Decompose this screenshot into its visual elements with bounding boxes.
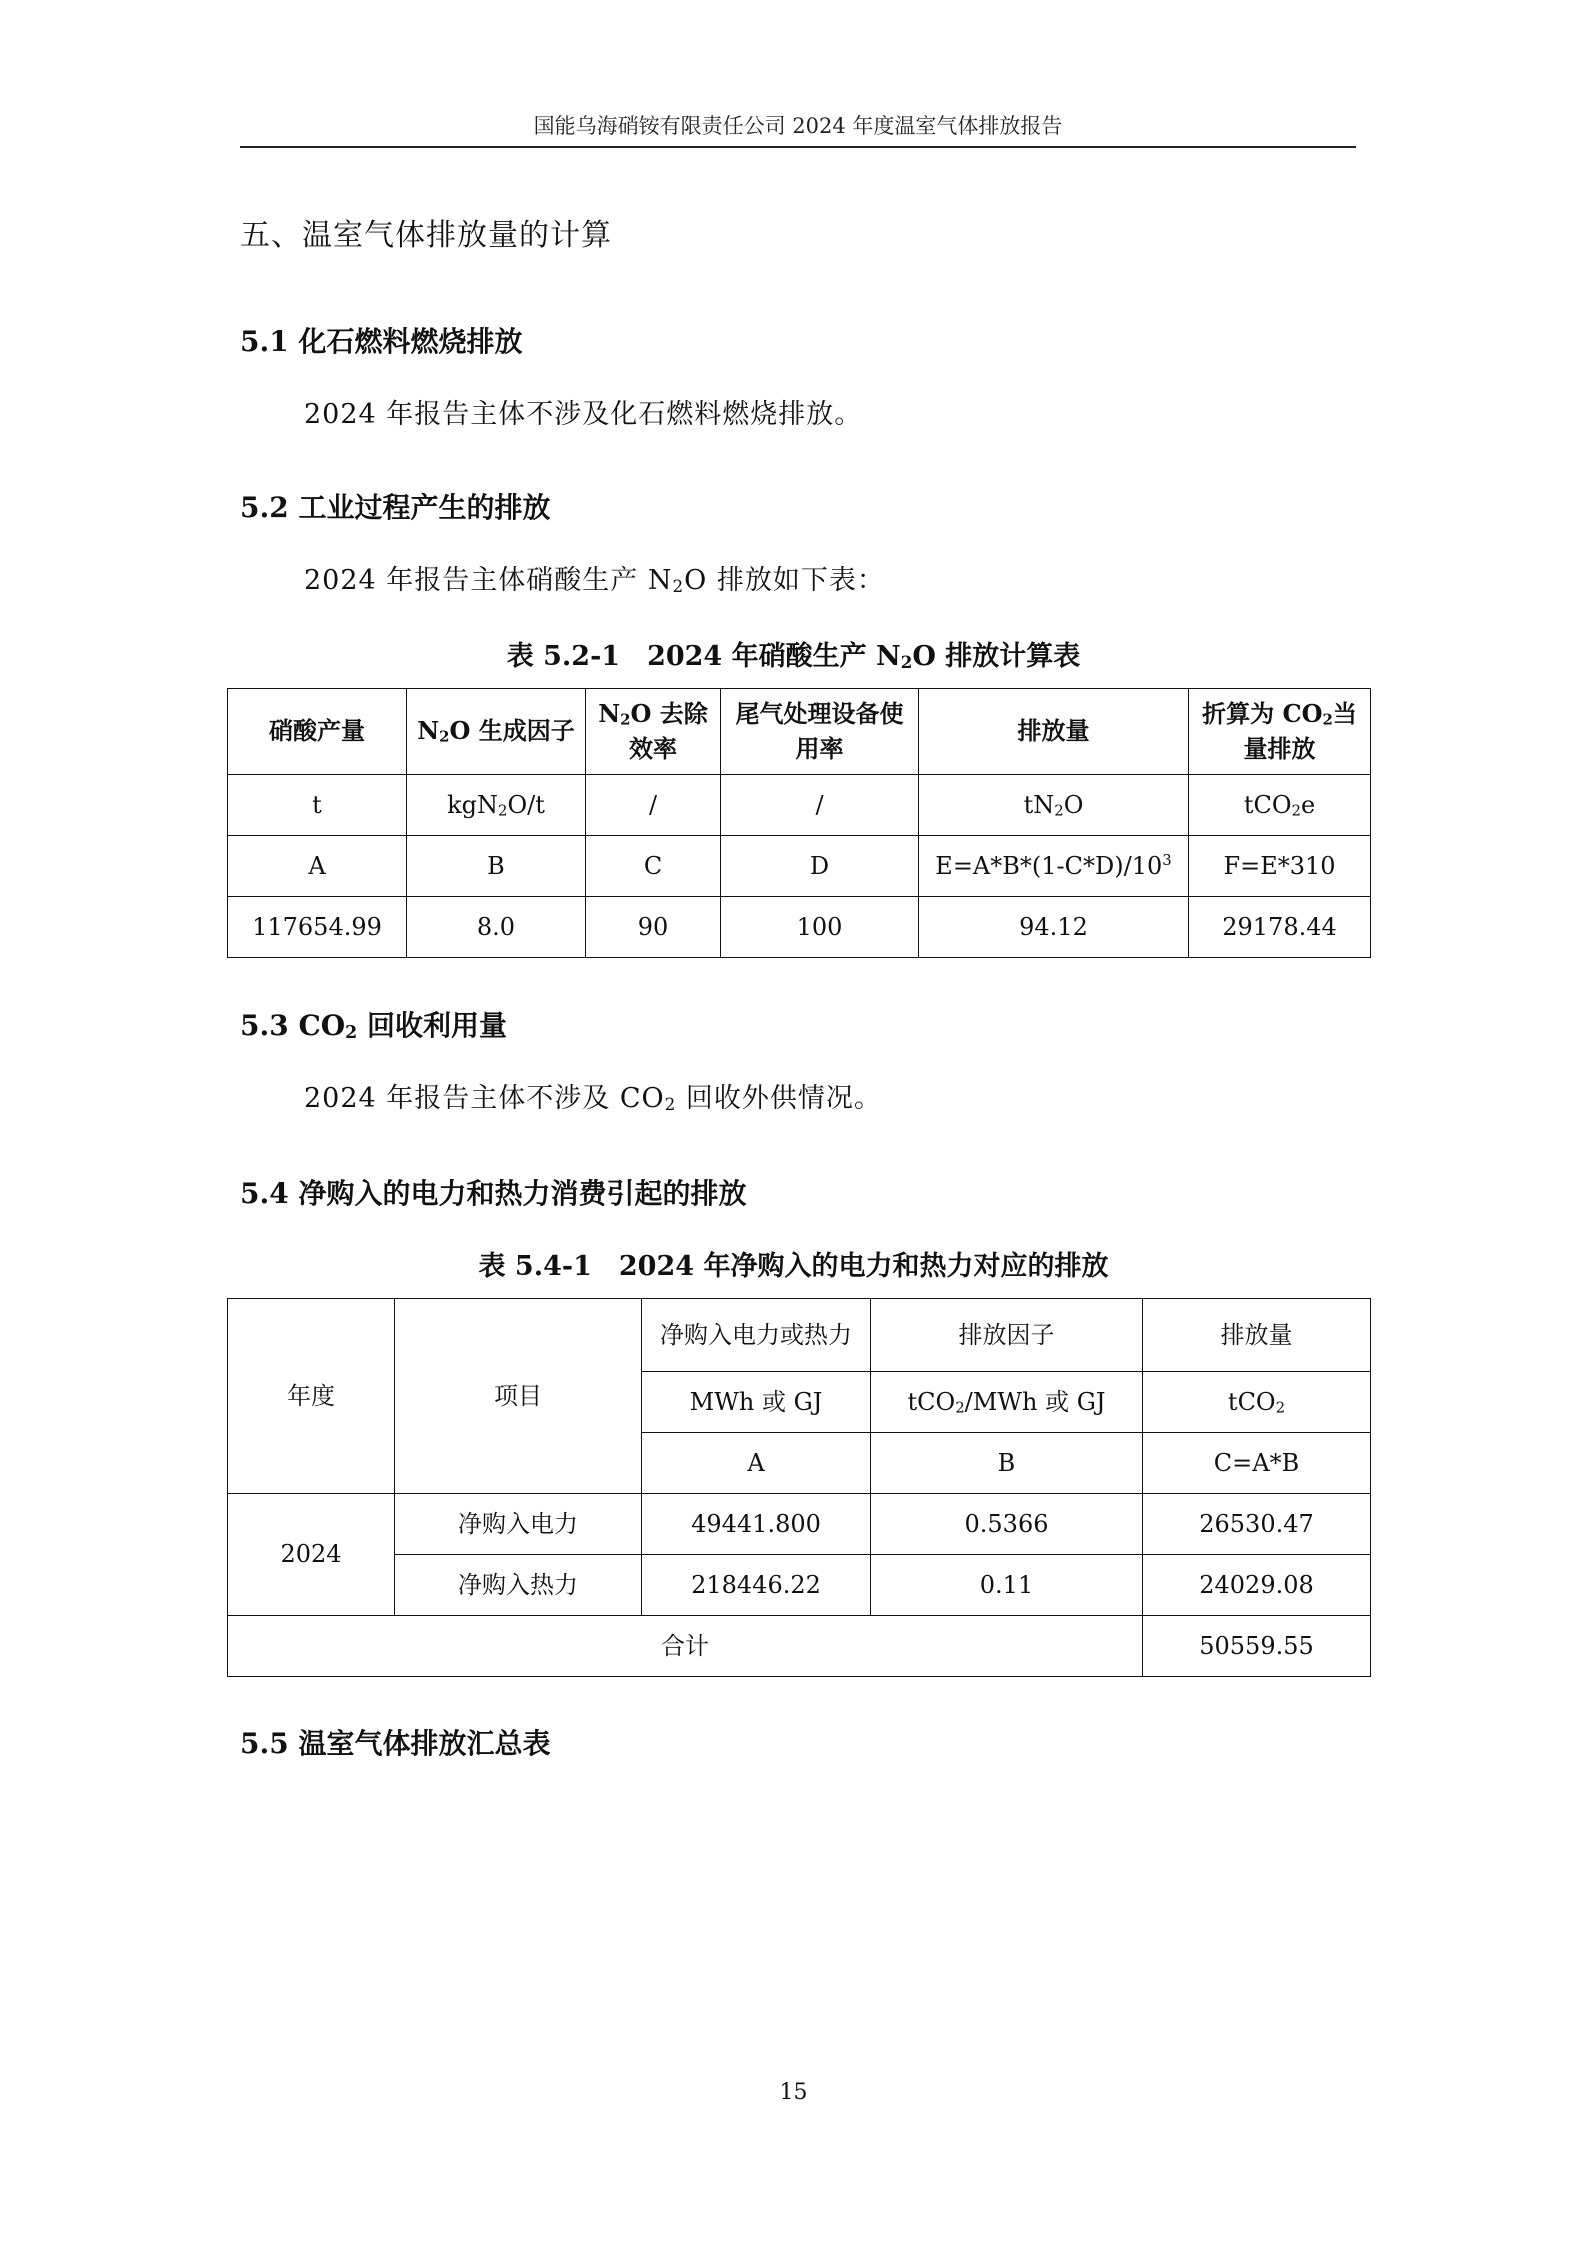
section-5-2-text: 2024 年报告主体硝酸生产 $N_2O$ 排放如下表： [304, 565, 885, 596]
header-cell: 排放量 [1143, 1299, 1371, 1372]
table-symbol-row [228, 836, 1371, 897]
symbol-cell: B [407, 836, 586, 897]
header-cell: 项目 [395, 1299, 642, 1494]
value-cell: 29178.44 [1189, 897, 1371, 958]
header-cell: 排放因子 [871, 1299, 1143, 1372]
header-cell: 年度 [228, 1299, 395, 1494]
value-cell: 90 [586, 897, 721, 958]
value-cell: 26530.47 [1143, 1494, 1371, 1555]
symbol-cell: B [871, 1433, 1143, 1494]
section-5-3-text: 2024 年报告主体不涉及 $CO_2$ 回收外供情况。 [304, 1083, 882, 1114]
header-cell: 硝酸产量 [228, 689, 407, 775]
section-5-1-text: 2024 年报告主体不涉及化石燃料燃烧排放。 [304, 399, 863, 430]
header-cell: 折算为 $CO_2$当量排放 [1189, 689, 1371, 775]
table-5-2-1 [227, 688, 1371, 958]
symbol-cell: A [642, 1433, 871, 1494]
unit-cell: $tN_2O$ [919, 775, 1189, 836]
unit-cell: MWh 或 GJ [642, 1372, 871, 1433]
header-cell: $N_2O$ 去除效率 [586, 689, 721, 775]
item-cell: 净购入热力 [395, 1555, 642, 1616]
unit-cell: kgN$_2$O/t [407, 775, 586, 836]
value-cell: 117654.99 [228, 897, 407, 958]
value-cell: 49441.800 [642, 1494, 871, 1555]
table-row [228, 897, 1371, 958]
value-cell: 100 [721, 897, 919, 958]
total-value-cell: 50559.55 [1143, 1616, 1371, 1677]
table-5-2-1-caption: 表 5.2-1 2024 年硝酸生产 $N_2O$ 排放计算表 [506, 641, 1081, 672]
table-5-4-1 [227, 1298, 1371, 1677]
value-cell: 8.0 [407, 897, 586, 958]
symbol-cell: C [586, 836, 721, 897]
symbol-cell: C=A*B [1143, 1433, 1371, 1494]
table-5-4-1-caption: 表 5.4-1 2024 年净购入的电力和热力对应的排放 [478, 1251, 1109, 1282]
unit-cell: tCO$_2$e [1189, 775, 1371, 836]
section-5-3-heading: 5.3 $CO_2$ 回收利用量 [240, 1009, 507, 1044]
symbol-cell: D [721, 836, 919, 897]
header-cell: 净购入电力或热力 [642, 1299, 871, 1372]
table-header-row [228, 1299, 1371, 1372]
value-cell: 0.5366 [871, 1494, 1143, 1555]
section-5-2-heading: 5.2 工业过程产生的排放 [240, 491, 551, 524]
header-rule [240, 146, 1356, 148]
table-header-row [228, 689, 1371, 775]
table-total-row [228, 1616, 1371, 1677]
header-cell: $N_2O$ 生成因子 [407, 689, 586, 775]
section-5-heading: 五、温室气体排放量的计算 [240, 218, 612, 253]
unit-cell: tCO$_2$ [1143, 1372, 1371, 1433]
unit-cell: t [228, 775, 407, 836]
header-cell: 排放量 [919, 689, 1189, 775]
value-cell: 24029.08 [1143, 1555, 1371, 1616]
unit-cell: tCO$_2$/MWh 或 GJ [871, 1372, 1143, 1433]
value-cell: 0.11 [871, 1555, 1143, 1616]
table-row [228, 1494, 1371, 1555]
item-cell: 净购入电力 [395, 1494, 642, 1555]
value-cell: 94.12 [919, 897, 1189, 958]
total-label-cell: 合计 [228, 1616, 1143, 1677]
table-unit-row [228, 775, 1371, 836]
section-5-1-heading: 5.1 化石燃料燃烧排放 [240, 325, 523, 358]
section-5-4-heading: 5.4 净购入的电力和热力消费引起的排放 [240, 1177, 747, 1210]
unit-cell: / [721, 775, 919, 836]
header-cell: 尾气处理设备使用率 [721, 689, 919, 775]
page-number: 15 [779, 2080, 808, 2105]
section-5-5-heading: 5.5 温室气体排放汇总表 [240, 1727, 551, 1760]
table-row [228, 1555, 1371, 1616]
unit-cell: / [586, 775, 721, 836]
symbol-cell: F=E*310 [1189, 836, 1371, 897]
running-header: 国能乌海硝铵有限责任公司 2024 年度温室气体排放报告 [533, 114, 1063, 138]
symbol-cell: A [228, 836, 407, 897]
symbol-cell: $E=A*B*(1-C*D)/10^3$ [919, 836, 1189, 897]
year-cell: 2024 [228, 1494, 395, 1616]
value-cell: 218446.22 [642, 1555, 871, 1616]
